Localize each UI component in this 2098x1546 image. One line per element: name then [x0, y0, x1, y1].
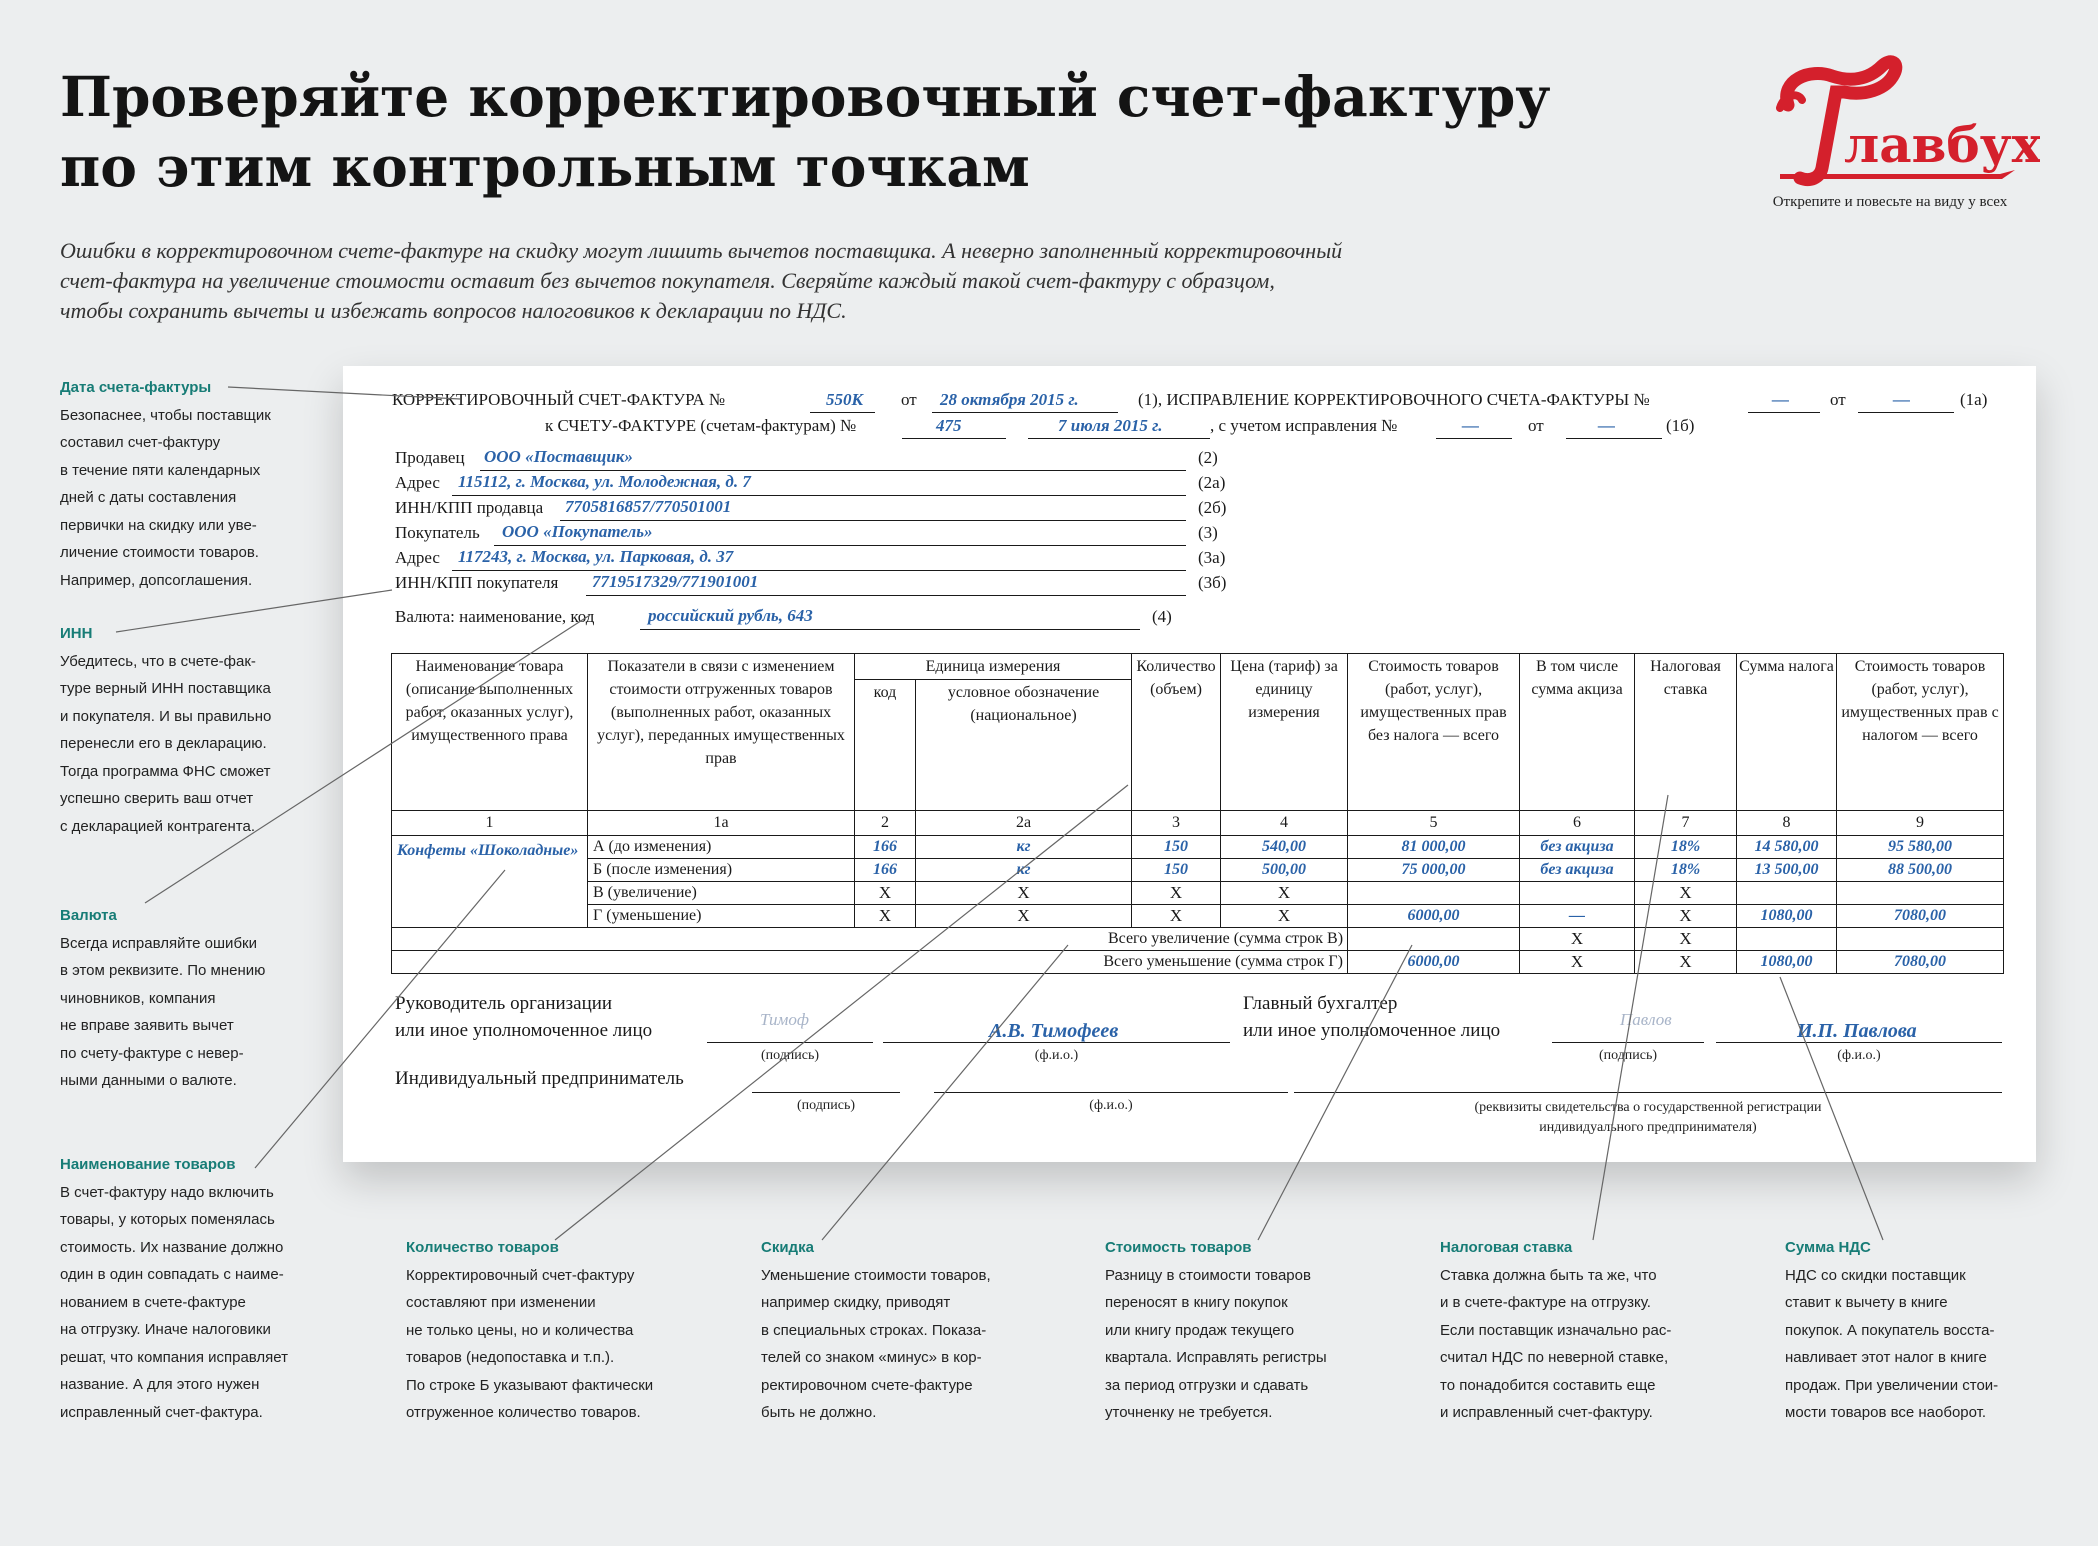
brand-subtitle: Открепите и повесьте на виду у всех	[1772, 194, 2008, 210]
note-line: Если поставщик изначально рас-	[1440, 1321, 1672, 1339]
currency-value: российский рубль, 643	[648, 606, 813, 625]
note-quantity	[406, 1234, 696, 1427]
header-quantity: Количество (объем)	[1132, 654, 1221, 811]
glavbukh-logo-mark	[1740, 50, 2040, 190]
unit-name-cell: Х	[916, 905, 1132, 928]
note-heading: ИНН	[60, 625, 93, 642]
invoice-title-label: КОРРЕКТИРОВОЧНЫЙ СЧЕТ-ФАКТУРА №	[392, 390, 726, 409]
note-line: составляют при изменении	[406, 1294, 596, 1311]
unit-code-cell: Х	[855, 882, 916, 905]
rate-cell: Х	[1635, 882, 1737, 905]
seller-address-value: 115112, г. Москва, ул. Молодежная, д. 7	[458, 472, 751, 491]
note-line: например скидку, приводят	[761, 1294, 951, 1311]
from-label: от	[1830, 390, 1846, 409]
excise-cell: Х	[1520, 951, 1635, 974]
cost-cell: 6000,00	[1348, 905, 1520, 928]
note-line: и исправленный счет-фактуру.	[1440, 1404, 1653, 1421]
quantity-cell: 150	[1132, 859, 1221, 882]
unit-code-cell: Х	[855, 905, 916, 928]
column-number-row	[392, 811, 2004, 836]
note-line: Ставка должна быть та же, что	[1440, 1266, 1657, 1284]
invoice-date: 28 октября 2015 г.	[940, 390, 1079, 409]
header-unit-code: код	[855, 680, 916, 811]
total-increase-row	[392, 928, 2004, 951]
header-tax-rate: Налоговая ставка	[1635, 654, 1737, 811]
table-row	[392, 905, 2004, 928]
note-line: мости товаров все наоборот.	[1785, 1404, 1987, 1421]
header-unit-group: Единица измерения	[855, 654, 1132, 680]
field-code: (2а)	[1198, 473, 1226, 492]
note-line: составил счет-фактуру	[60, 434, 221, 451]
row-label: В (увеличение)	[588, 882, 855, 905]
note-vat-sum	[1785, 1234, 2045, 1427]
total-cell	[1837, 928, 2004, 951]
base-correction-number: —	[1462, 416, 1479, 435]
note-line: по счету-фактуре с невер-	[60, 1044, 244, 1062]
rate-cell: 18%	[1635, 836, 1737, 859]
cost-cell: 75 000,00	[1348, 859, 1520, 882]
unit-name-cell: кг	[916, 859, 1132, 882]
base-correction-date: —	[1598, 416, 1615, 435]
note-heading: Налоговая ставка	[1440, 1239, 1573, 1256]
note-line: Безопаснее, чтобы поставщик	[60, 406, 271, 424]
caption-name: (ф.и.о.)	[1837, 1048, 1881, 1063]
col-number: 2а	[916, 811, 1132, 836]
caption-name: (ф.и.о.)	[1089, 1098, 1133, 1113]
header-cost-no-tax: Стоимость товаров (работ, услуг), имущественных прав без налога — всего	[1348, 654, 1520, 811]
page-title	[60, 62, 1620, 202]
note-line: навливает этот налог в книге	[1785, 1349, 1987, 1366]
head-label	[395, 990, 652, 1044]
note-line: Например, допсоглашения.	[60, 571, 253, 589]
note-line: не вправе заявить вычет	[60, 1017, 234, 1034]
chief-label-line: или иное уполномоченное лицо	[1243, 1020, 1501, 1041]
seller-inn-label: ИНН/КПП продавца	[395, 498, 544, 517]
buyer-label: Покупатель	[395, 523, 480, 542]
excise-cell	[1520, 882, 1635, 905]
note-line: туре верный ИНН поставщика	[60, 680, 271, 697]
col-number: 5	[1348, 811, 1520, 836]
note-line: продаж. При увеличении стои-	[1785, 1376, 1999, 1394]
note-heading: Скидка	[761, 1239, 814, 1256]
header-row	[392, 654, 2004, 680]
seller-value: ООО «Поставщик»	[484, 447, 633, 466]
caption-signature: (подпись)	[796, 1098, 856, 1113]
tax-cell: 14 580,00	[1737, 836, 1837, 859]
chief-name: И.П. Павлова	[1797, 1020, 1917, 1042]
intro-line: Ошибки в корректировочном счете-фактуре на скидку могут лишить вычетов поставщика. А неверно заполненный корректировочный	[60, 238, 1343, 263]
seller-label: Продавец	[395, 448, 465, 467]
unit-code-cell: 166	[855, 836, 916, 859]
with-correction-label: , с учетом исправления №	[1210, 416, 1398, 435]
rate-cell: Х	[1635, 951, 1737, 974]
note-currency	[60, 902, 320, 1095]
note-line: чиновников, компания	[60, 989, 216, 1007]
note-heading: Дата счета-фактуры	[60, 379, 212, 396]
intro-text	[60, 236, 1700, 326]
note-inn	[60, 620, 320, 840]
note-line: и в счете-фактуре на отгрузку.	[1440, 1294, 1651, 1311]
note-line: успешно сверить ваш отчет	[60, 790, 254, 807]
header-unit-name: условное обозначение (национальное)	[916, 680, 1132, 811]
note-line: или книгу продаж текущего	[1105, 1321, 1295, 1339]
tax-cell	[1737, 882, 1837, 905]
caption-registration-line: (реквизиты свидетельства о государственной регистрации	[1474, 1100, 1822, 1115]
note-line: Разницу в стоимости товаров	[1105, 1266, 1311, 1284]
note-line: нованием в счете-фактуре	[60, 1293, 246, 1311]
note-line: Тогда программа ФНС сможет	[60, 762, 271, 780]
note-line: быть не должно.	[761, 1404, 877, 1421]
rate-cell: Х	[1635, 928, 1737, 951]
title-line: по этим контрольным точкам	[60, 134, 1030, 199]
note-line: телей со знаком «минус» в кор-	[761, 1349, 982, 1366]
note-line: в специальных строках. Показа-	[761, 1321, 987, 1339]
note-invoice-date	[60, 374, 320, 594]
note-line: товары, у которых поменялась	[60, 1211, 275, 1228]
field-code: (1б)	[1666, 416, 1695, 435]
note-line: в этом реквизите. По мнению	[60, 962, 266, 979]
header-product-name: Наименование товара (описание выполненных работ, оказанных услуг), имущественного права	[392, 654, 588, 811]
note-line: квартала. Исправлять регистры	[1105, 1349, 1327, 1366]
col-number: 6	[1520, 811, 1635, 836]
row-label: Б (после изменения)	[588, 859, 855, 882]
buyer-inn-label: ИНН/КПП покупателя	[395, 573, 559, 592]
table-row	[392, 859, 2004, 882]
excise-cell: без акциза	[1520, 859, 1635, 882]
note-line: ректировочном счете-фактуре	[761, 1376, 973, 1394]
note-line: то понадобится составить еще	[1440, 1376, 1656, 1394]
unit-name-cell: кг	[916, 836, 1132, 859]
correction-number: —	[1772, 390, 1789, 409]
caption-signature: (подпись)	[760, 1048, 820, 1063]
note-line: Корректировочный счет-фактуру	[406, 1266, 635, 1284]
total-increase-label: Всего увеличение (сумма строк В)	[392, 928, 1348, 951]
field-code: (2)	[1198, 448, 1218, 467]
from-label: от	[901, 390, 917, 409]
total-cell: 7080,00	[1837, 905, 2004, 928]
field-code: (2б)	[1198, 498, 1227, 517]
table-row	[392, 836, 2004, 859]
col-number: 3	[1132, 811, 1221, 836]
header-tax-sum: Сумма налога	[1737, 654, 1837, 811]
tax-cell	[1737, 928, 1837, 951]
head-label-line: или иное уполномоченное лицо	[395, 1020, 653, 1041]
glavbukh-logo	[1740, 50, 2040, 220]
field-code: (3)	[1198, 523, 1218, 542]
col-number: 1	[392, 811, 588, 836]
price-cell: Х	[1221, 905, 1348, 928]
total-cell: 7080,00	[1837, 951, 2004, 974]
header-excise: В том числе сумма акциза	[1520, 654, 1635, 811]
rate-cell: Х	[1635, 905, 1737, 928]
note-discount	[761, 1234, 1041, 1427]
quantity-cell: 150	[1132, 836, 1221, 859]
field-code: (1а)	[1960, 390, 1988, 409]
intro-line: счет-фактура на увеличение стоимости оставит без вычетов покупателя. Сверяйте каждый такой счет-фактуру с образцом,	[60, 268, 1275, 293]
field-code: (3а)	[1198, 548, 1226, 567]
note-line: перенесли его в декларацию.	[60, 735, 267, 752]
from-label: от	[1528, 416, 1544, 435]
note-line: за период отгрузки и сдавать	[1105, 1376, 1309, 1394]
note-line: стоимость. Их название должно	[60, 1238, 284, 1256]
excise-cell: без акциза	[1520, 836, 1635, 859]
total-cell: 88 500,00	[1837, 859, 2004, 882]
caption-signature: (подпись)	[1598, 1048, 1658, 1063]
col-number: 2	[855, 811, 916, 836]
unit-name-cell: Х	[916, 882, 1132, 905]
product-name-cell: Конфеты «Шоколадные»	[392, 836, 588, 928]
cost-cell: 6000,00	[1348, 951, 1520, 974]
note-tax-rate	[1440, 1234, 1730, 1427]
svg-text:лавбух: лавбух	[1844, 115, 2040, 174]
row-label: А (до изменения)	[588, 836, 855, 859]
total-cell: 95 580,00	[1837, 836, 2004, 859]
total-decrease-row	[392, 951, 2004, 974]
head-label-line: Руководитель организации	[395, 993, 613, 1014]
chief-label-line: Главный бухгалтер	[1243, 993, 1398, 1014]
title-line: Проверяйте корректировочный счет-фактуру	[60, 64, 1551, 129]
excise-cell: —	[1520, 905, 1635, 928]
cost-cell	[1348, 928, 1520, 951]
caption-registration	[1294, 1098, 2002, 1138]
note-line: в течение пяти календарных	[60, 461, 261, 479]
note-line: решат, что компания исправляет	[60, 1348, 289, 1366]
note-line: дней с даты составления	[60, 489, 237, 506]
note-line: переносят в книгу покупок	[1105, 1294, 1288, 1311]
note-line: и покупателя. И вы правильно	[60, 707, 272, 725]
head-signature: Тимоф	[760, 1010, 809, 1029]
note-line: на отгрузку. Иначе налоговики	[60, 1321, 271, 1338]
col-number: 9	[1837, 811, 2004, 836]
note-heading: Сумма НДС	[1785, 1239, 1871, 1256]
cost-cell: 81 000,00	[1348, 836, 1520, 859]
correction-label: (1), ИСПРАВЛЕНИЕ КОРРЕКТИРОВОЧНОГО СЧЕТА-ФАКТУРЫ №	[1138, 390, 1650, 409]
chief-label	[1243, 990, 1500, 1044]
note-line: не только цены, но и количества	[406, 1321, 634, 1339]
quantity-cell: Х	[1132, 882, 1221, 905]
col-number: 8	[1737, 811, 1837, 836]
note-line: покупок. А покупатель восста-	[1785, 1321, 1995, 1339]
tax-cell: 1080,00	[1737, 951, 1837, 974]
price-cell: 540,00	[1221, 836, 1348, 859]
note-line: НДС со скидки поставщик	[1785, 1266, 1966, 1284]
note-line: личение стоимости товаров.	[60, 544, 259, 561]
total-decrease-label: Всего уменьшение (сумма строк Г)	[392, 951, 1348, 974]
note-line: один в один совпадать с наиме-	[60, 1266, 284, 1283]
note-line: ставит к вычету в книге	[1785, 1294, 1948, 1311]
cost-cell	[1348, 882, 1520, 905]
intro-line: чтобы сохранить вычеты и избежать вопросов налоговиков к декларации по НДС.	[60, 298, 847, 323]
caption-name: (ф.и.о.)	[1034, 1048, 1079, 1063]
total-cell	[1837, 882, 2004, 905]
note-product-names	[60, 1151, 330, 1426]
buyer-value: ООО «Покупатель»	[502, 522, 653, 541]
note-line: По строке Б указывают фактически	[406, 1376, 654, 1394]
quantity-cell: Х	[1132, 905, 1221, 928]
col-number: 4	[1221, 811, 1348, 836]
head-name: А.В. Тимофеев	[989, 1020, 1119, 1042]
row-label: Г (уменьшение)	[588, 905, 855, 928]
base-invoice-date: 7 июля 2015 г.	[1058, 416, 1163, 435]
price-cell: Х	[1221, 882, 1348, 905]
note-line: отгруженное количество товаров.	[406, 1404, 641, 1421]
caption-registration-line: индивидуального предпринимателя)	[1539, 1120, 1757, 1135]
header-cost-with-tax: Стоимость товаров (работ, услуг), имущественных прав с налогом — всего	[1837, 654, 2004, 811]
rate-cell: 18%	[1635, 859, 1737, 882]
tax-cell: 13 500,00	[1737, 859, 1837, 882]
table-row	[392, 882, 2004, 905]
note-line: исправленный счет-фактура.	[60, 1403, 263, 1421]
buyer-address-label: Адрес	[395, 548, 440, 567]
buyer-inn-value: 7719517329/771901001	[592, 572, 759, 591]
note-line: В счет-фактуру надо включить	[60, 1183, 274, 1201]
note-line: Всегда исправляйте ошибки	[60, 934, 257, 952]
seller-inn-value: 7705816857/770501001	[565, 497, 732, 516]
chief-signature: Павлов	[1620, 1010, 1672, 1029]
note-goods-cost	[1105, 1234, 1385, 1427]
note-line: товаров (недопоставка и т.п.).	[406, 1349, 615, 1366]
excise-cell: Х	[1520, 928, 1635, 951]
field-code: (4)	[1152, 607, 1172, 626]
header-price: Цена (тариф) за единицу измерения	[1221, 654, 1348, 811]
note-line: Уменьшение стоимости товаров,	[761, 1266, 991, 1284]
note-line: с декларацией контрагента.	[60, 817, 256, 835]
note-line: уточненку не требуется.	[1105, 1404, 1273, 1421]
note-line: считал НДС по неверной ставке,	[1440, 1349, 1669, 1366]
field-code: (3б)	[1198, 573, 1227, 592]
unit-code-cell: 166	[855, 859, 916, 882]
base-invoice-number: 475	[936, 416, 962, 435]
col-number: 7	[1635, 811, 1737, 836]
ip-label: Индивидуальный предприниматель	[395, 1068, 684, 1089]
note-heading: Наименование товаров	[60, 1156, 236, 1173]
base-invoice-label: к СЧЕТУ-ФАКТУРЕ (счетам-фактурам) №	[545, 416, 857, 435]
note-line: название. А для этого нужен	[60, 1376, 260, 1393]
seller-address-label: Адрес	[395, 473, 440, 492]
note-heading: Валюта	[60, 907, 117, 924]
price-cell: 500,00	[1221, 859, 1348, 882]
note-line: ными данными о валюте.	[60, 1072, 237, 1089]
note-heading: Стоимость товаров	[1105, 1239, 1252, 1256]
note-heading: Количество товаров	[406, 1239, 559, 1256]
buyer-address-value: 117243, г. Москва, ул. Парковая, д. 37	[458, 547, 734, 566]
currency-label: Валюта: наименование, код	[395, 607, 595, 626]
note-line: первички на скидку или уве-	[60, 516, 257, 534]
invoice-number: 550К	[826, 390, 864, 409]
col-number: 1а	[588, 811, 855, 836]
header-indicators: Показатели в связи с изменением стоимости отгруженных товаров (выполненных работ, оказанных услуг), переданных имущественных прав	[588, 654, 855, 811]
note-line: Убедитесь, что в счете-фак-	[60, 652, 256, 670]
invoice-table	[391, 653, 2004, 974]
tax-cell: 1080,00	[1737, 905, 1837, 928]
correction-date: —	[1893, 390, 1910, 409]
